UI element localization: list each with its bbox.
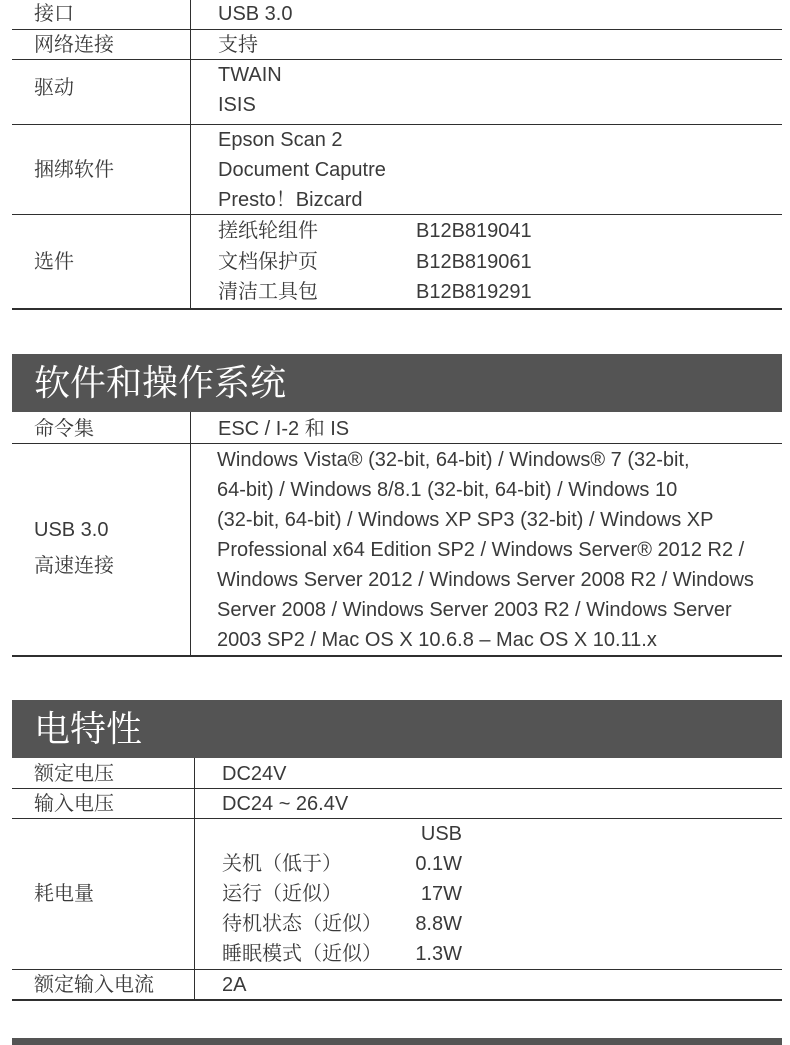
table-bottom-rule: [12, 999, 782, 1001]
row-divider: [12, 124, 782, 125]
label-bundled-software: 捆绑软件: [34, 159, 114, 181]
os-line: 64-bit) / Windows 8/8.1 (32-bit, 64-bit) / Windows 10: [217, 479, 678, 501]
value-network: 支持: [218, 34, 258, 56]
value-software-document-capture: Document Caputre: [218, 159, 386, 181]
os-line: Windows Server 2012 / Windows Server 2008 R2 / Windows: [217, 569, 754, 591]
power-value: 1.3W: [415, 943, 462, 965]
os-compatibility-text: [217, 445, 779, 655]
row-divider: [12, 788, 782, 789]
option-code: B12B819041: [416, 220, 532, 242]
row-divider: [12, 29, 782, 30]
option-name: 清洁工具包: [218, 281, 318, 303]
column-divider: [190, 0, 191, 309]
column-divider: [190, 412, 191, 656]
column-divider: [194, 758, 195, 1000]
power-value: 8.8W: [415, 913, 462, 935]
row-divider: [12, 214, 782, 215]
os-line: Windows Vista® (32-bit, 64-bit) / Windows® 7 (32-bit,: [217, 449, 690, 471]
value-software-bizcard: Presto！Bizcard: [218, 189, 363, 211]
section-header-next: [12, 1038, 782, 1045]
label-driver: 驱动: [34, 77, 74, 99]
power-mode: 待机状态（近似）: [222, 913, 382, 935]
label-input-voltage: 输入电压: [34, 793, 114, 815]
row-divider: [12, 818, 782, 819]
os-line: Professional x64 Edition SP2 / Windows Server® 2012 R2 /: [217, 539, 745, 561]
os-line: 2003 SP2 / Mac OS X 10.6.8 – Mac OS X 10.11.x: [217, 629, 657, 651]
section-title: 软件和操作系统: [34, 362, 287, 403]
value-rated-voltage: DC24V: [222, 763, 287, 785]
value-interface: USB 3.0: [218, 3, 293, 25]
power-column-header: USB: [420, 823, 462, 845]
label-os-highspeed: 高速连接: [34, 555, 114, 577]
value-software-epson-scan: Epson Scan 2: [218, 129, 343, 151]
value-command-set: ESC / I-2 和 IS: [218, 418, 350, 440]
value-rated-current: 2A: [222, 974, 247, 996]
label-rated-voltage: 额定电压: [34, 763, 114, 785]
label-os-usb: USB 3.0: [34, 519, 109, 541]
value-driver-isis: ISIS: [218, 94, 256, 116]
label-power-consumption: 耗电量: [34, 883, 94, 905]
table-bottom-rule: [12, 655, 782, 657]
os-line: Server 2008 / Windows Server 2003 R2 / Windows Server: [217, 599, 732, 621]
option-code: B12B819061: [416, 251, 532, 273]
os-line: (32-bit, 64-bit) / Windows XP SP3 (32-bit) / Windows XP: [217, 509, 714, 531]
label-rated-current: 额定输入电流: [34, 974, 154, 996]
power-value: 0.1W: [415, 853, 462, 875]
section-header-software: [12, 354, 782, 412]
option-code: B12B819291: [416, 281, 532, 303]
label-interface: 接口: [34, 3, 74, 25]
label-network: 网络连接: [34, 34, 114, 56]
label-options: 选件: [34, 251, 74, 273]
power-value: 17W: [420, 883, 462, 905]
option-name: 搓纸轮组件: [218, 220, 318, 242]
section-title: 电特性: [34, 708, 143, 749]
row-divider: [12, 443, 782, 444]
row-divider: [12, 59, 782, 60]
value-driver-twain: TWAIN: [218, 64, 282, 86]
label-command-set: 命令集: [34, 418, 94, 440]
value-input-voltage: DC24 ~ 26.4V: [222, 793, 349, 815]
power-mode: 运行（近似）: [222, 883, 342, 905]
table-bottom-rule: [12, 308, 782, 310]
option-name: 文档保护页: [218, 251, 318, 273]
power-mode: 睡眠模式（近似）: [222, 943, 382, 965]
section-header-electrical: [12, 700, 782, 758]
power-mode: 关机（低于）: [222, 853, 342, 875]
